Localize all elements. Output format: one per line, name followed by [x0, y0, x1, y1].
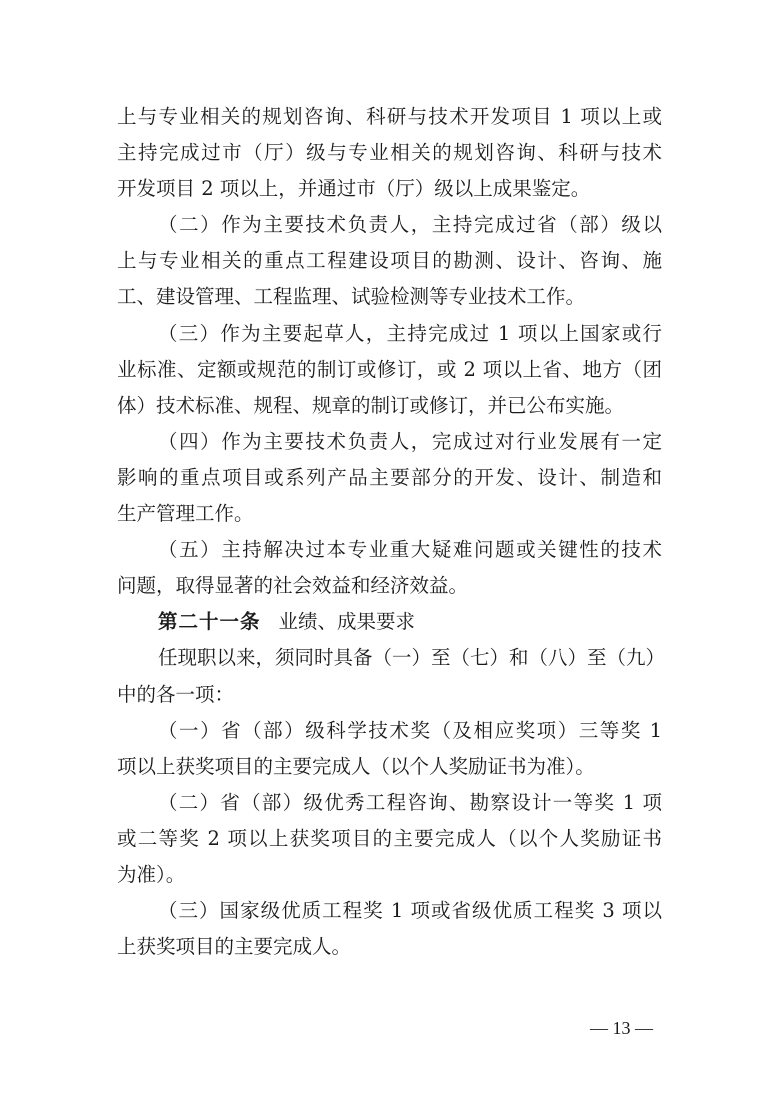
text-line: 上与专业相关的规划咨询、科研与技术开发项目 1 项以上或 [117, 105, 662, 128]
text-line: （三）国家级优质工程奖 1 项或省级优质工程奖 3 项以 [158, 899, 662, 923]
article-title: 业绩、成果要求 [278, 610, 416, 634]
body-text [117, 99, 666, 965]
text-line: （二）省（部）级优秀工程咨询、勘察设计一等奖 1 项 [158, 790, 662, 814]
text-line: 或二等奖 2 项以上获奖项目的主要完成人（以个人奖励证书 [117, 826, 662, 850]
article-heading-line [117, 604, 662, 640]
text-line: 影响的重点项目或系列产品主要部分的开发、设计、制造和 [117, 465, 662, 489]
text-line: 项以上获奖项目的主要完成人（以个人奖励证书为准）。 [117, 754, 595, 778]
text-line: 工、建设管理、工程监理、试验检测等专业技术工作。 [117, 285, 586, 309]
text-line: 生产管理工作。 [117, 502, 254, 526]
page-number: — 13 — [590, 1018, 653, 1038]
text-line: 业标准、定额或规范的制订或修订，或 2 项以上省、地方（团 [117, 357, 662, 381]
text-line: 上与专业相关的重点工程建设项目的勘测、设计、咨询、施 [117, 249, 662, 273]
text-line: 问题，取得显著的社会效益和经济效益。 [117, 574, 469, 598]
text-line: （二）作为主要技术负责人，主持完成过省（部）级以 [158, 213, 662, 237]
text-line: 主持完成过市（厅）级与专业相关的规划咨询、科研与技术 [117, 141, 662, 165]
text-line: 上获奖项目的主要完成人。 [117, 935, 352, 959]
text-line: 为准）。 [117, 862, 186, 886]
text-line: 中的各一项： [117, 682, 235, 706]
text-line: （一）省（部）级科学技术奖（及相应奖项）三等奖 1 [158, 718, 662, 742]
article-heading: 第二十一条 [158, 610, 261, 634]
text-line: 体）技术标准、规程、规章的制订或修订，并已公布实施。 [117, 393, 625, 417]
text-line: （三）作为主要起草人，主持完成过 1 项以上国家或行 [158, 321, 662, 345]
text-line: 开发项目 2 项以上，并通过市（厅）级以上成果鉴定。 [117, 177, 591, 201]
text-line: （四）作为主要技术负责人，完成过对行业发展有一定 [158, 429, 662, 453]
text-line: 任现职以来，须同时具备（一）至（七）和（八）至（九） [158, 646, 666, 670]
text-line: （五）主持解决过本专业重大疑难问题或关键性的技术 [158, 538, 662, 562]
